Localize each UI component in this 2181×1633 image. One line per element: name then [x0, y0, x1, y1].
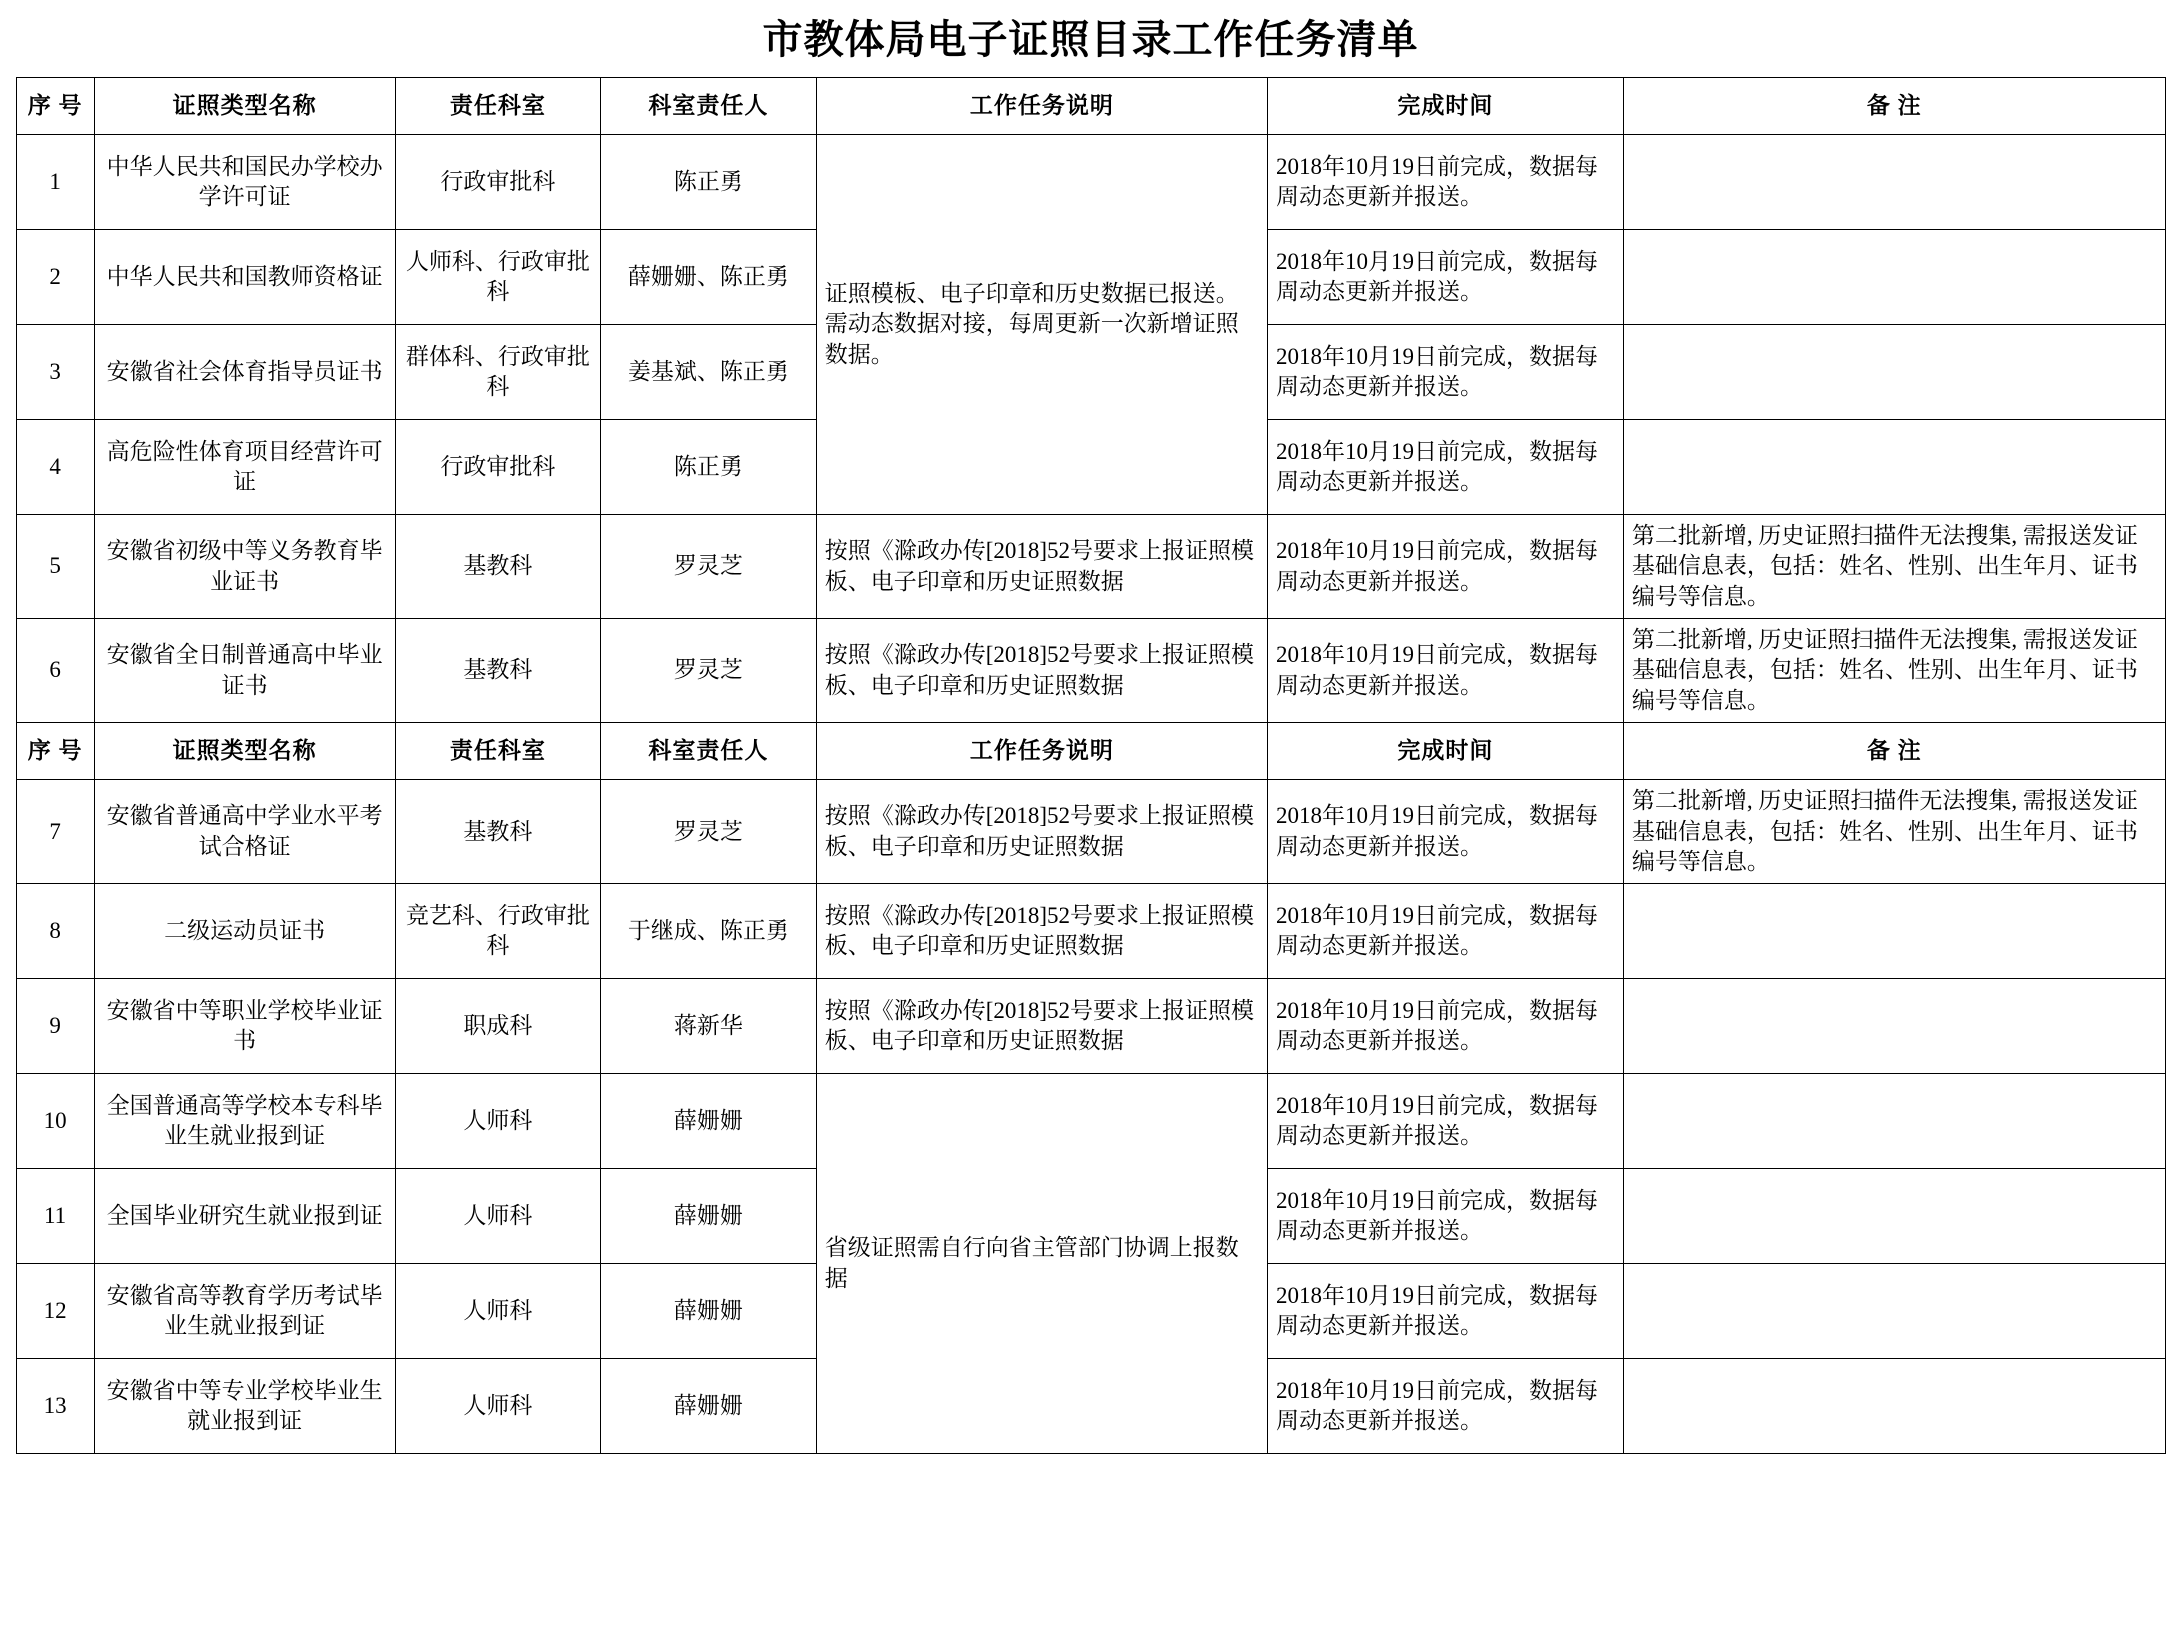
cell-dept: 人师科、行政审批科: [395, 230, 601, 325]
cell-person: 薛姗姗: [601, 1359, 817, 1454]
cell-time: 2018年10月19日前完成，数据每周动态更新并报送。: [1267, 135, 1623, 230]
cell-person: 薛姗姗: [601, 1074, 817, 1169]
header-person: 科室责任人: [601, 78, 817, 135]
cell-task: 按照《滁政办传[2018]52号要求上报证照模板、电子印章和历史证照数据: [816, 619, 1267, 723]
cell-time: 2018年10月19日前完成，数据每周动态更新并报送。: [1267, 515, 1623, 619]
table-row: [16, 884, 2165, 979]
cell-dept: 行政审批科: [395, 420, 601, 515]
table-row: [16, 135, 2165, 230]
cell-note: 第二批新增, 历史证照扫描件无法搜集, 需报送发证基础信息表，包括：姓名、性别、出生年月、证书编号等信息。: [1623, 515, 2165, 619]
cell-time: 2018年10月19日前完成，数据每周动态更新并报送。: [1267, 1359, 1623, 1454]
cell-task: 按照《滁政办传[2018]52号要求上报证照模板、电子印章和历史证照数据: [816, 884, 1267, 979]
table-row: [16, 515, 2165, 619]
table-header-row: [16, 78, 2165, 135]
cell-name: 安徽省社会体育指导员证书: [94, 325, 395, 420]
table-row: [16, 619, 2165, 723]
cell-time: 2018年10月19日前完成，数据每周动态更新并报送。: [1267, 1169, 1623, 1264]
cell-note: [1623, 325, 2165, 420]
header-dept: 责任科室: [395, 78, 601, 135]
cell-note: [1623, 1359, 2165, 1454]
page-title: 市教体局电子证照目录工作任务清单: [762, 17, 1419, 62]
cell-index: 3: [16, 325, 94, 420]
cell-name: 安徽省中等专业学校毕业生就业报到证: [94, 1359, 395, 1454]
cell-time: 2018年10月19日前完成，数据每周动态更新并报送。: [1267, 780, 1623, 884]
cell-index: 10: [16, 1074, 94, 1169]
cell-time: 2018年10月19日前完成，数据每周动态更新并报送。: [1267, 979, 1623, 1074]
cell-task: 按照《滁政办传[2018]52号要求上报证照模板、电子印章和历史证照数据: [816, 780, 1267, 884]
cell-dept: 人师科: [395, 1169, 601, 1264]
cell-index: 5: [16, 515, 94, 619]
cell-person: 罗灵芝: [601, 619, 817, 723]
cell-note: [1623, 135, 2165, 230]
cell-note: [1623, 230, 2165, 325]
cell-time: 2018年10月19日前完成，数据每周动态更新并报送。: [1267, 619, 1623, 723]
header-dept: 责任科室: [395, 723, 601, 780]
cell-dept: 基教科: [395, 515, 601, 619]
cell-dept: 人师科: [395, 1074, 601, 1169]
header-time: 完成时间: [1267, 78, 1623, 135]
header-time: 完成时间: [1267, 723, 1623, 780]
cell-note: [1623, 1169, 2165, 1264]
cell-person: 薛姗姗: [601, 1169, 817, 1264]
table-row: [16, 1074, 2165, 1169]
table-row: [16, 780, 2165, 884]
cell-name: 中华人民共和国民办学校办学许可证: [94, 135, 395, 230]
cell-name: 安徽省全日制普通高中毕业证书: [94, 619, 395, 723]
header-name: 证照类型名称: [94, 723, 395, 780]
cell-name: 全国普通高等学校本专科毕业生就业报到证: [94, 1074, 395, 1169]
cell-index: 2: [16, 230, 94, 325]
cell-person: 陈正勇: [601, 135, 817, 230]
cell-name: 高危险性体育项目经营许可证: [94, 420, 395, 515]
cell-note: 第二批新增, 历史证照扫描件无法搜集, 需报送发证基础信息表，包括：姓名、性别、出生年月、证书编号等信息。: [1623, 780, 2165, 884]
cell-person: 薛姗姗: [601, 1264, 817, 1359]
header-index: 序 号: [16, 723, 94, 780]
cell-person: 薛姗姗、陈正勇: [601, 230, 817, 325]
cell-person: 于继成、陈正勇: [601, 884, 817, 979]
cell-time: 2018年10月19日前完成，数据每周动态更新并报送。: [1267, 884, 1623, 979]
header-task: 工作任务说明: [816, 78, 1267, 135]
header-note: 备 注: [1623, 78, 2165, 135]
header-name: 证照类型名称: [94, 78, 395, 135]
cell-dept: 职成科: [395, 979, 601, 1074]
cell-task-merged-top: 证照模板、电子印章和历史数据已报送。需动态数据对接，每周更新一次新增证照数据。: [816, 135, 1267, 515]
cell-task: 按照《滁政办传[2018]52号要求上报证照模板、电子印章和历史证照数据: [816, 515, 1267, 619]
cell-index: 13: [16, 1359, 94, 1454]
cell-time: 2018年10月19日前完成，数据每周动态更新并报送。: [1267, 230, 1623, 325]
cell-index: 4: [16, 420, 94, 515]
cell-time: 2018年10月19日前完成，数据每周动态更新并报送。: [1267, 1074, 1623, 1169]
table-row: [16, 979, 2165, 1074]
cell-person: 蒋新华: [601, 979, 817, 1074]
header-index: 序 号: [16, 78, 94, 135]
cell-name: 安徽省初级中等义务教育毕业证书: [94, 515, 395, 619]
cell-dept: 竞艺科、行政审批科: [395, 884, 601, 979]
cell-index: 9: [16, 979, 94, 1074]
table-header-row-repeat: [16, 723, 2165, 780]
cell-note: 第二批新增, 历史证照扫描件无法搜集, 需报送发证基础信息表，包括：姓名、性别、出生年月、证书编号等信息。: [1623, 619, 2165, 723]
cell-task: 按照《滁政办传[2018]52号要求上报证照模板、电子印章和历史证照数据: [816, 979, 1267, 1074]
cell-index: 1: [16, 135, 94, 230]
cell-index: 6: [16, 619, 94, 723]
cell-note: [1623, 420, 2165, 515]
cell-note: [1623, 1264, 2165, 1359]
cell-person: 姜基斌、陈正勇: [601, 325, 817, 420]
cell-name: 安徽省中等职业学校毕业证书: [94, 979, 395, 1074]
cell-person: 陈正勇: [601, 420, 817, 515]
cell-note: [1623, 1074, 2165, 1169]
header-note: 备 注: [1623, 723, 2165, 780]
cell-dept: 人师科: [395, 1264, 601, 1359]
cell-person: 罗灵芝: [601, 780, 817, 884]
cell-time: 2018年10月19日前完成，数据每周动态更新并报送。: [1267, 420, 1623, 515]
cell-dept: 行政审批科: [395, 135, 601, 230]
cell-task-merged-bottom: 省级证照需自行向省主管部门协调上报数据: [816, 1074, 1267, 1454]
cell-name: 全国毕业研究生就业报到证: [94, 1169, 395, 1264]
task-list-table: [16, 77, 2166, 1454]
cell-time: 2018年10月19日前完成，数据每周动态更新并报送。: [1267, 325, 1623, 420]
cell-name: 中华人民共和国教师资格证: [94, 230, 395, 325]
cell-note: [1623, 979, 2165, 1074]
cell-name: 二级运动员证书: [94, 884, 395, 979]
cell-name: 安徽省高等教育学历考试毕业生就业报到证: [94, 1264, 395, 1359]
cell-time: 2018年10月19日前完成，数据每周动态更新并报送。: [1267, 1264, 1623, 1359]
cell-dept: 基教科: [395, 619, 601, 723]
cell-index: 8: [16, 884, 94, 979]
cell-dept: 人师科: [395, 1359, 601, 1454]
header-person: 科室责任人: [601, 723, 817, 780]
cell-index: 11: [16, 1169, 94, 1264]
cell-dept: 基教科: [395, 780, 601, 884]
cell-dept: 群体科、行政审批科: [395, 325, 601, 420]
cell-person: 罗灵芝: [601, 515, 817, 619]
header-task: 工作任务说明: [816, 723, 1267, 780]
cell-index: 7: [16, 780, 94, 884]
cell-index: 12: [16, 1264, 94, 1359]
cell-name: 安徽省普通高中学业水平考试合格证: [94, 780, 395, 884]
cell-note: [1623, 884, 2165, 979]
